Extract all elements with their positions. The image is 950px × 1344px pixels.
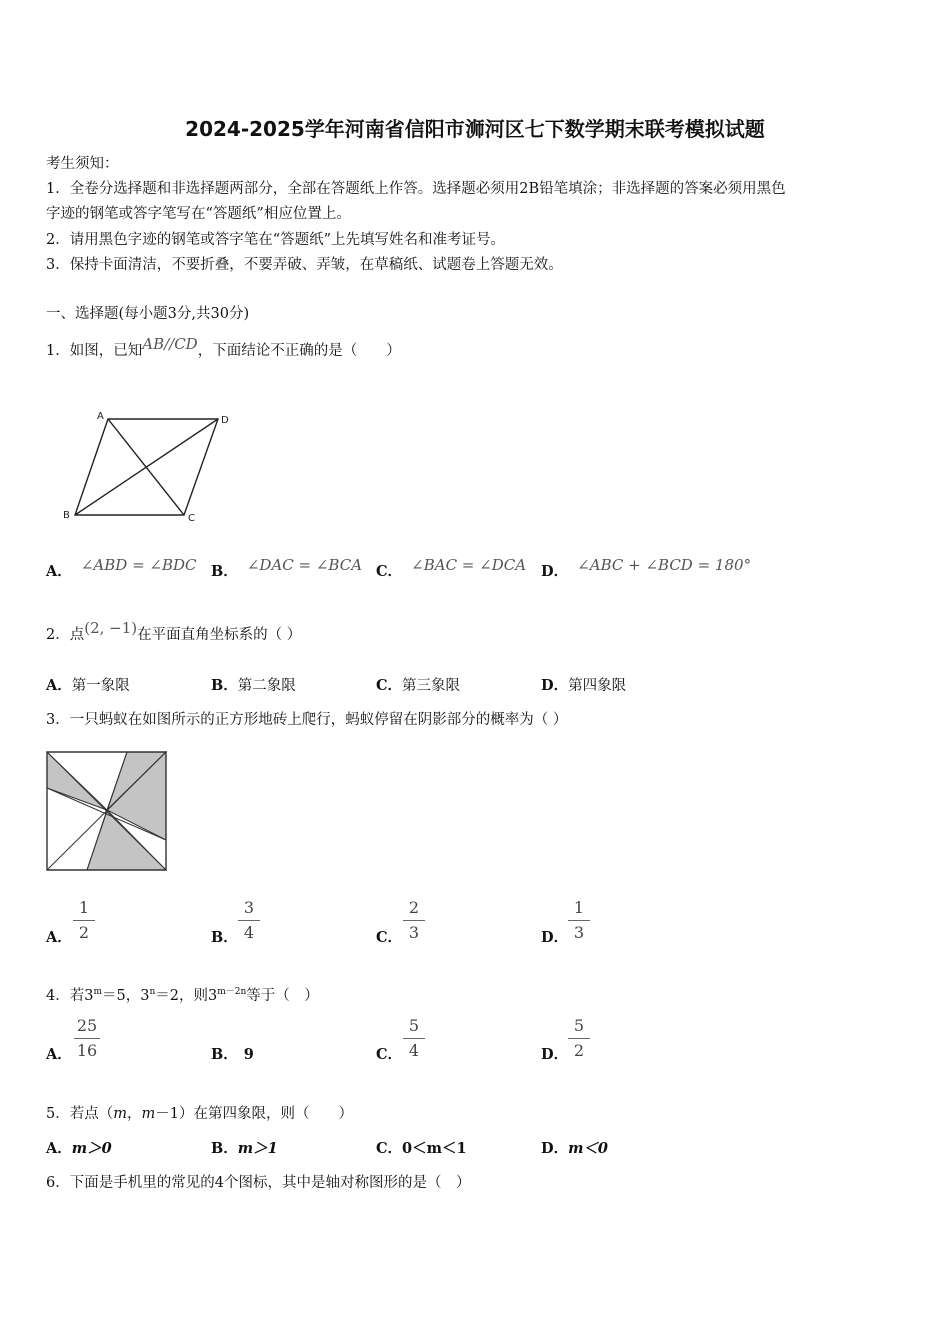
notice-line-3: 2．请用黑色字迹的钢笔或答字笔在“答题纸”上先填写姓名和准考证号。 <box>46 232 506 248</box>
q5-option-a[interactable] <box>46 1137 112 1158</box>
q5-var-m-1: m <box>113 1106 127 1122</box>
q2-option-d[interactable] <box>541 674 626 695</box>
q2-suffix: 在平面直角坐标系的（ ） <box>137 627 302 643</box>
q3-option-b-fraction <box>238 898 260 943</box>
option-letter: D． <box>541 563 569 580</box>
notice-line-1: 1．全卷分选择题和非选择题两部分，全部在答题纸上作答。选择题必须用2B铅笔填涂；非选择题的答案必须用黑色 <box>46 181 786 197</box>
q4-exp-2: n <box>149 987 156 998</box>
q4-option-c-letter[interactable]: C． <box>376 1046 403 1063</box>
q5-part-2: ， <box>126 1106 142 1122</box>
numerator: 3 <box>243 898 255 917</box>
q4-option-b[interactable] <box>211 1043 254 1064</box>
notice-line-4: 3．保持卡面清洁，不要折叠，不要弄破、弄皱，在草稿纸、试题卷上答题无效。 <box>46 257 563 273</box>
denominator: 2 <box>78 923 90 942</box>
q4-exp-3: m－2n <box>217 987 247 998</box>
q4-part-3: ＝2，则3 <box>155 988 218 1004</box>
option-letter: B． <box>211 1046 238 1063</box>
q1-suffix: ，下面结论不正确的是（ ） <box>197 343 401 359</box>
q2-option-c[interactable] <box>376 674 460 695</box>
page-title: 2024-2025学年河南省信阳市浉河区七下数学期末联考模拟试题 <box>185 117 765 141</box>
option-letter: C． <box>376 563 403 580</box>
q5-part-3: －1）在第四象限，则（ ） <box>155 1106 353 1122</box>
option-math: ∠ABC + ∠BCD = 180° <box>577 556 752 574</box>
option-math: ∠ABD = ∠BDC <box>80 556 197 574</box>
parallelogram-figure <box>60 405 240 530</box>
q2-option-b[interactable] <box>211 674 296 695</box>
q3-option-d-fraction <box>568 898 590 943</box>
section-heading: 一、选择题(每小题3分,共30分) <box>46 306 250 322</box>
label-b: B <box>63 510 70 521</box>
q1-option-a[interactable] <box>46 556 197 581</box>
option-text: 第三象限 <box>402 678 461 694</box>
q3-option-a-letter[interactable]: A． <box>46 929 72 946</box>
option-text: m＜0 <box>568 1140 609 1157</box>
label-d: D <box>221 415 229 426</box>
numerator: 5 <box>573 1016 585 1035</box>
q4-part-1: 4．若3 <box>46 988 94 1004</box>
option-text: 第四象限 <box>568 678 627 694</box>
question-5 <box>46 1102 353 1123</box>
label-c: C <box>188 513 195 524</box>
option-letter: A． <box>46 677 72 694</box>
option-text: 9 <box>243 1046 254 1063</box>
denominator: 3 <box>573 923 585 942</box>
option-letter: B． <box>211 563 238 580</box>
q3-option-a-fraction <box>73 898 95 943</box>
q4-option-c-fraction <box>403 1016 425 1061</box>
option-math: ∠DAC = ∠BCA <box>246 556 363 574</box>
q1-option-c[interactable] <box>376 556 527 581</box>
q1-option-d[interactable] <box>541 556 752 581</box>
q4-option-d-letter[interactable]: D． <box>541 1046 569 1063</box>
option-letter: D． <box>541 1140 569 1157</box>
denominator: 4 <box>243 923 255 942</box>
denominator: 4 <box>408 1041 420 1060</box>
q4-option-d-fraction <box>568 1016 590 1061</box>
option-letter: C． <box>376 677 403 694</box>
denominator: 3 <box>408 923 420 942</box>
q3-option-c-fraction <box>403 898 425 943</box>
q2-prefix: 2．点 <box>46 627 85 643</box>
q1-math: AB//CD <box>142 335 198 353</box>
question-1 <box>46 335 401 360</box>
option-text: 第二象限 <box>237 678 296 694</box>
denominator: 16 <box>76 1041 98 1060</box>
question-2 <box>46 619 302 644</box>
q4-option-a-fraction <box>74 1016 100 1061</box>
option-math: ∠BAC = ∠DCA <box>411 556 527 574</box>
label-a: A <box>97 411 104 422</box>
q4-part-4: 等于（ ） <box>246 988 319 1004</box>
q3-option-b-letter[interactable]: B． <box>211 929 238 946</box>
q5-part-1: 5．若点（ <box>46 1106 114 1122</box>
option-letter: A． <box>46 563 72 580</box>
numerator: 25 <box>76 1016 98 1035</box>
q2-option-a[interactable] <box>46 674 130 695</box>
option-letter: B． <box>211 677 238 694</box>
q4-exp-1: m <box>93 987 102 998</box>
q1-prefix: 1．如图，已知 <box>46 343 143 359</box>
q5-option-d[interactable] <box>541 1137 608 1158</box>
q5-var-m-2: m <box>141 1106 156 1122</box>
option-text: m＞1 <box>237 1140 278 1157</box>
numerator: 2 <box>408 898 420 917</box>
option-letter: C． <box>376 1140 403 1157</box>
q5-option-b[interactable] <box>211 1137 278 1158</box>
q4-option-a-letter[interactable]: A． <box>46 1046 72 1063</box>
diagonal-bd <box>75 419 218 515</box>
numerator: 5 <box>408 1016 420 1035</box>
notice-heading: 考生须知： <box>46 156 119 172</box>
q1-option-b[interactable] <box>211 556 363 581</box>
option-letter: A． <box>46 1140 72 1157</box>
option-text: m＞0 <box>71 1140 112 1157</box>
numerator: 1 <box>78 898 90 917</box>
q4-part-2: ＝5，3 <box>102 988 150 1004</box>
option-text: 0＜m＜1 <box>402 1140 467 1157</box>
square-tile-figure <box>45 750 169 872</box>
option-letter: B． <box>211 1140 238 1157</box>
q2-math: (2, −1) <box>84 619 138 637</box>
question-4 <box>46 984 319 1005</box>
numerator: 1 <box>573 898 585 917</box>
q5-option-c[interactable] <box>376 1137 467 1158</box>
question-3: 3．一只蚂蚁在如图所示的正方形地砖上爬行，蚂蚁停留在阴影部分的概率为（ ） <box>46 712 568 728</box>
q3-option-d-letter[interactable]: D． <box>541 929 569 946</box>
q3-option-c-letter[interactable]: C． <box>376 929 403 946</box>
question-6: 6．下面是手机里的常见的4个图标，其中是轴对称图形的是（ ） <box>46 1175 471 1191</box>
denominator: 2 <box>573 1041 585 1060</box>
notice-line-2: 字迹的钢笔或答字笔写在“答题纸”相应位置上。 <box>46 206 351 222</box>
option-letter: D． <box>541 677 569 694</box>
option-text: 第一象限 <box>71 678 130 694</box>
